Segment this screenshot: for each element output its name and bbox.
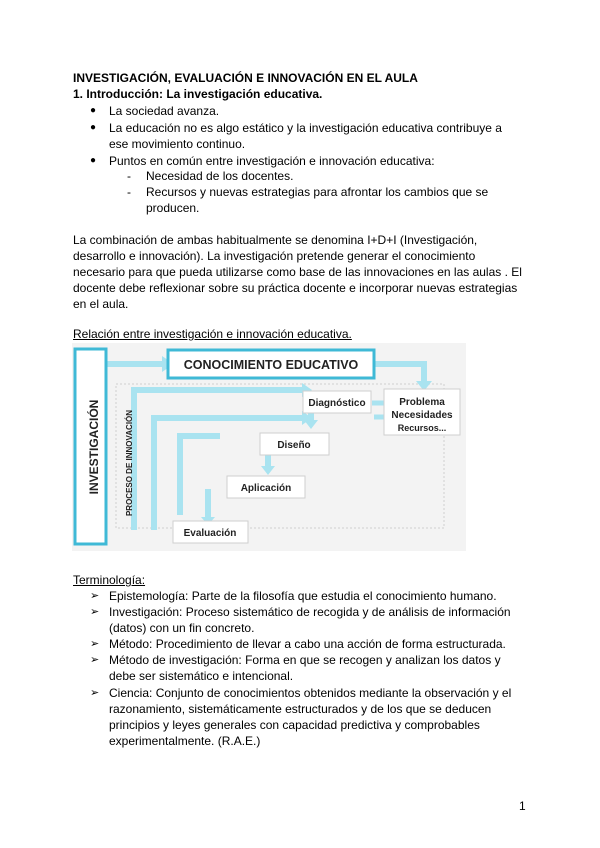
necesidades-label: Necesidades <box>391 410 453 421</box>
bullet-item-1: La sociedad avanza. <box>109 104 220 118</box>
paragraph-line: La combinación de ambas habitualmente se denomina I+D+I (Investigación, <box>73 233 478 247</box>
document-title: INVESTIGACIÓN, EVALUACIÓN E INNOVACIÓN EN EL AULA <box>73 71 418 85</box>
proceso-label: PROCESO DE INNOVACIÓN <box>125 409 134 517</box>
arrow-bullet-icon: ➢ <box>90 590 100 602</box>
sub-item-2-line-2: producen. <box>146 201 200 215</box>
relation-heading: Relación entre investigación e innovación educativa. <box>73 327 352 341</box>
paragraph-line: necesario para que pueda utilizarse como base de las innovaciones en las aulas . El <box>73 265 522 279</box>
paragraph-line: en el aula. <box>73 297 129 311</box>
sub-item-2-line-1: Recursos y nuevas estrategias para afrontar los cambios que se <box>146 185 489 199</box>
bullet-dot-icon: ● <box>90 155 97 166</box>
terminology-heading: Terminología: <box>73 573 146 587</box>
section-heading: 1. Introducción: La investigación educativa. <box>73 87 323 101</box>
diseno-label: Diseño <box>277 440 311 451</box>
bullet-item-2-line-2: ese movimiento continuo. <box>109 137 246 151</box>
dash-marker-icon: - <box>127 185 131 199</box>
relation-diagram <box>72 343 466 551</box>
term-ciencia-line-2: razonamiento, sistemáticamente estructurados y de los que se deducen <box>109 702 492 716</box>
term-metodo: Método: Procedimiento de llevar a cabo una acción de forma estructurada. <box>109 637 506 651</box>
problema-label: Problema <box>399 397 445 408</box>
bullet-dot-icon: ● <box>90 105 97 116</box>
arrow-bullet-icon: ➢ <box>90 638 100 650</box>
term-investigacion-line-2: (datos) con un fin concreto. <box>109 621 255 635</box>
investigacion-label: INVESTIGACIÓN <box>87 399 101 495</box>
term-metodo-investigacion-line-2: debe ser sistemático e intencional. <box>109 669 294 683</box>
evaluacion-label: Evaluación <box>183 528 237 539</box>
term-investigacion-line-1: Investigación: Proceso sistemático de recogida y de análisis de información <box>109 605 511 619</box>
term-ciencia-line-1: Ciencia: Conjunto de conocimientos obtenidos mediante la observación y el <box>109 686 512 700</box>
arrow-bullet-icon: ➢ <box>90 654 100 666</box>
bullet-dot-icon: ● <box>90 122 97 133</box>
arrow-bullet-icon: ➢ <box>90 687 100 699</box>
term-epistemologia: Epistemología: Parte de la filosofía que estudia el conocimiento humano. <box>109 589 497 603</box>
arrow-bullet-icon: ➢ <box>90 606 100 618</box>
dash-marker-icon: - <box>127 169 131 183</box>
paragraph-line: desarrollo e innovación). La investigación pretende generar el conocimiento <box>73 249 476 263</box>
sub-item-1: Necesidad de los docentes. <box>146 169 294 183</box>
term-ciencia-line-3: principios y leyes generales con capacidad predictiva y comprobables <box>109 718 480 732</box>
bullet-item-3: Puntos en común entre investigación e innovación educativa: <box>109 154 435 168</box>
diagnostico-label: Diagnóstico <box>308 398 366 409</box>
term-ciencia-line-4: experimentalmente. (R.A.E.) <box>109 734 261 748</box>
bullet-item-2-line-1: La educación no es algo estático y la investigación educativa contribuye a <box>109 121 502 135</box>
conocimiento-label: CONOCIMIENTO EDUCATIVO <box>183 358 359 372</box>
term-metodo-investigacion-line-1: Método de investigación: Forma en que se recogen y analizan los datos y <box>109 653 501 667</box>
paragraph-line: docente debe reflexionar sobre su práctica docente e incorporar nuevas estrategias <box>73 281 518 295</box>
recursos-label: Recursos... <box>397 423 447 433</box>
aplicacion-label: Aplicación <box>240 483 292 494</box>
page-number: 1 <box>519 799 526 813</box>
